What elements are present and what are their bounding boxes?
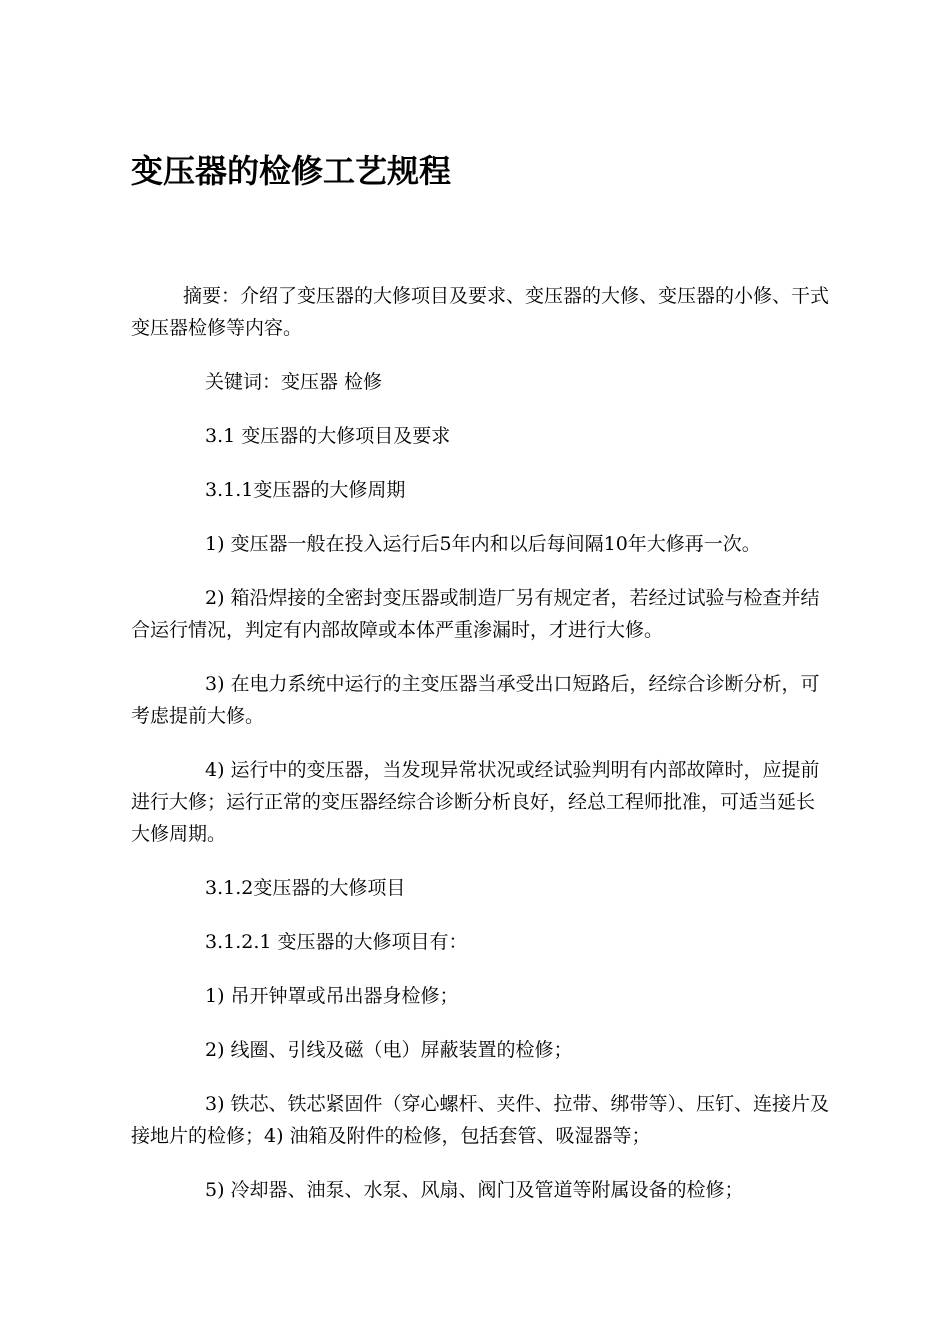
- keywords-paragraph: 关键词：变压器 检修: [205, 371, 383, 393]
- section-heading-3-1-2-1: 3.1.2.1 变压器的大修项目有：: [205, 931, 468, 953]
- abstract-paragraph: 摘要：介绍了变压器的大修项目及要求、变压器的大修、变压器的小修、干式变压器检修等内容。: [131, 285, 830, 339]
- section-heading-3-1: 3.1 变压器的大修项目及要求: [205, 425, 451, 447]
- document-title: 变压器的检修工艺规程: [131, 152, 452, 190]
- list-item: 1) 变压器一般在投入运行后5年内和以后每间隔10年大修再一次。: [205, 533, 761, 555]
- list-item: 1) 吊开钟罩或吊出器身检修；: [205, 985, 459, 1007]
- list-item: 5) 冷却器、油泵、水泵、风扇、阀门及管道等附属设备的检修；: [205, 1179, 744, 1201]
- list-item: 4) 运行中的变压器，当发现异常状况或经试验判明有内部故障时，应提前进行大修；运行正常的变压器经综合诊断分析良好，经总工程师批准，可适当延长大修周期。: [131, 759, 820, 845]
- document-body: [131, 280, 831, 1228]
- section-heading-3-1-1: 3.1.1变压器的大修周期: [205, 479, 406, 501]
- list-item: 3) 铁芯、铁芯紧固件（穿心螺杆、夹件、拉带、绑带等）、压钉、连接片及接地片的检修；4) 油箱及附件的检修，包括套管、吸湿器等；: [131, 1093, 830, 1147]
- list-item: 3) 在电力系统中运行的主变压器当承受出口短路后，经综合诊断分析，可考虑提前大修。: [131, 673, 820, 727]
- list-item: 2) 线圈、引线及磁（电）屏蔽装置的检修；: [205, 1039, 573, 1061]
- list-item: 2) 箱沿焊接的全密封变压器或制造厂另有规定者，若经过试验与检查并结合运行情况，判定有内部故障或本体严重渗漏时，才进行大修。: [131, 587, 820, 641]
- section-heading-3-1-2: 3.1.2变压器的大修项目: [205, 877, 406, 899]
